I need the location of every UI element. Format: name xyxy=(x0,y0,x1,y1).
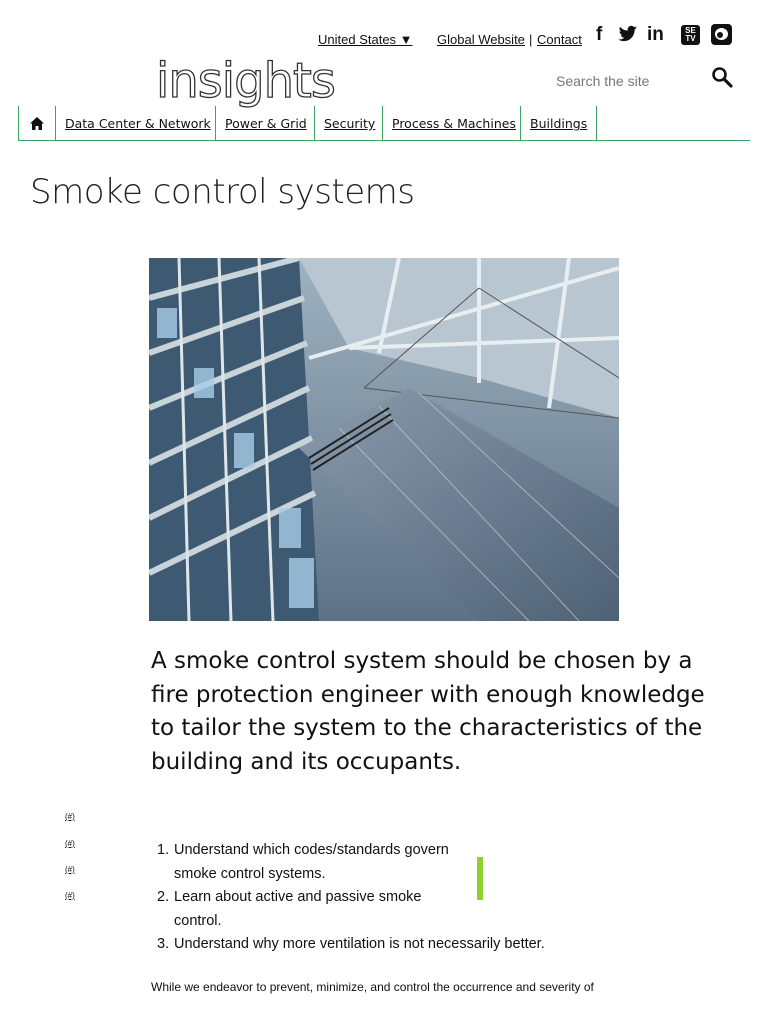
objective-text: Learn about active and passive smoke control. xyxy=(174,889,422,929)
nav-item-power-grid[interactable]: Power & Grid xyxy=(215,106,316,141)
share-link[interactable]: (#) xyxy=(65,865,75,874)
twitter-icon[interactable] xyxy=(618,25,638,49)
se-tv-icon[interactable]: SE TV xyxy=(681,25,700,45)
article-body-text: While we endeavor to prevent, minimize, and control the occurrence and severity of xyxy=(151,980,594,994)
top-utility-bar xyxy=(0,22,768,52)
hero-image xyxy=(149,258,619,621)
contact-link[interactable]: Contact xyxy=(537,32,582,47)
objective-text: Understand why more ventilation is not necessarily better. xyxy=(174,936,545,952)
insights-logo[interactable]: insights xyxy=(156,53,335,109)
linkedin-icon[interactable]: in xyxy=(647,24,664,45)
nav-item-data-center[interactable]: Data Center & Network xyxy=(55,106,220,141)
share-link[interactable]: (#) xyxy=(65,839,75,848)
home-icon[interactable] xyxy=(18,106,55,141)
search-icon[interactable] xyxy=(711,66,733,88)
objective-text: Understand which codes/standards govern smoke control systems. xyxy=(174,842,449,882)
region-selector-link[interactable]: United States ▼ xyxy=(318,32,413,47)
learning-objectives-list xyxy=(151,839,545,957)
facebook-icon[interactable]: f xyxy=(596,24,603,45)
article-lede: A smoke control system should be chosen by a fire protection engineer with enough knowledge to tailor the system to the characteristics of the building and its occupants. xyxy=(151,648,705,775)
chat-icon[interactable] xyxy=(711,24,732,45)
page-title: Smoke control systems xyxy=(30,172,415,212)
link-separator: | xyxy=(529,32,533,47)
list-item: 2. Learn about active and passive smoke control. xyxy=(151,886,451,933)
list-item: 1. Understand which codes/standards govern smoke control systems. xyxy=(151,839,481,886)
global-website-link[interactable]: Global Website xyxy=(437,32,525,47)
nav-item-process-machines[interactable]: Process & Machines xyxy=(382,106,525,141)
accent-bar xyxy=(477,857,483,900)
main-nav xyxy=(18,106,750,141)
nav-item-buildings[interactable]: Buildings xyxy=(520,106,597,141)
list-item: 3. Understand why more ventilation is not necessarily better. xyxy=(151,933,571,957)
nav-item-security[interactable]: Security xyxy=(314,106,384,141)
share-link[interactable]: (#) xyxy=(65,812,75,821)
share-link[interactable]: (#) xyxy=(65,891,75,900)
search-input[interactable] xyxy=(556,70,696,92)
